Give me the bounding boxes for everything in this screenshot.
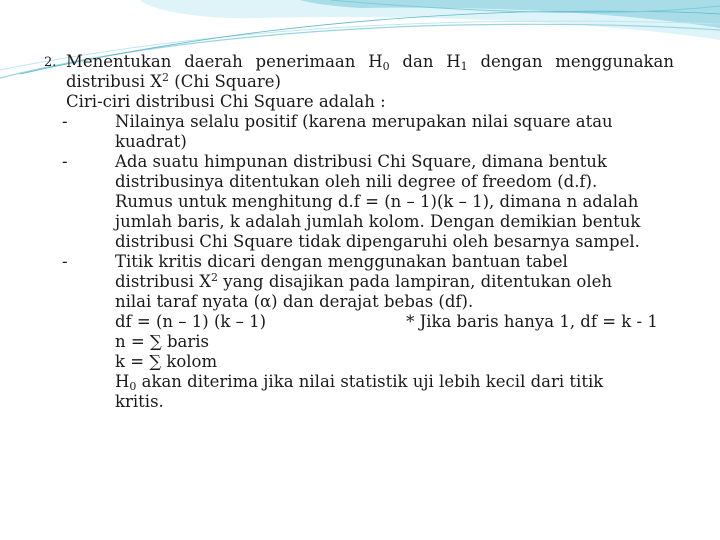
bullet-dash: - — [62, 112, 68, 131]
bullet-1-line-2: kuadrat) — [115, 132, 187, 151]
bullet-2-line-5: distribusi Chi Square tidak dipengaruhi oleh besarnya sampel. — [115, 232, 640, 251]
h0-statement-line-1: $H_0$ akan diterima jika nilai statistik uji lebih kecil dari titik — [115, 372, 604, 393]
bullet-2-line-1: - Ada suatu himpunan distribusi Chi Square, dimana bentuk — [62, 152, 607, 171]
bullet-1-line-1: - Nilainya selalu positif (karena merupakan nilai square atau — [62, 112, 613, 131]
n-definition: n = ∑ baris — [115, 332, 209, 351]
bullet-dash: - — [62, 152, 68, 171]
k-definition: k = ∑ kolom — [115, 352, 218, 371]
df-formula: df = (n – 1) (k – 1) — [115, 312, 267, 331]
item-title-line-2: distribusi $X^2$ (Chi Square) — [66, 71, 281, 91]
bullet-3-line-1: - Titik kritis dicari dengan menggunakan bantuan tabel — [62, 252, 568, 271]
df-note: * Jika baris hanya 1, df = k - 1 — [406, 312, 658, 331]
bullet-2-line-2: distribusinya ditentukan oleh nili degree of freedom (d.f). — [115, 172, 598, 191]
h0-statement-line-2: kritis. — [115, 392, 164, 411]
bullet-3-line-3: nilai taraf nyata (α) dan derajat bebas (df). — [115, 292, 474, 311]
item-number: 2. — [44, 55, 57, 70]
df-formula-line — [44, 312, 674, 332]
bullet-dash: - — [62, 252, 68, 271]
bullet-2-line-3: Rumus untuk menghitung d.f = (n – 1)(k – 1), dimana n adalah — [115, 192, 639, 211]
bullet-2-line-4: jumlah baris, k adalah jumlah kolom. Dengan demikian bentuk — [115, 212, 641, 231]
intro-text: Ciri-ciri distribusi Chi Square adalah : — [66, 92, 386, 111]
item-title-line-1: 2. Menentukan daerah penerimaan $H_0$ dan $H_1$ dengan menggunakan — [44, 52, 674, 73]
slide-content — [44, 52, 674, 412]
bullet-3-line-2: distribusi $X^2$ yang disajikan pada lampiran, ditentukan oleh — [115, 271, 613, 291]
